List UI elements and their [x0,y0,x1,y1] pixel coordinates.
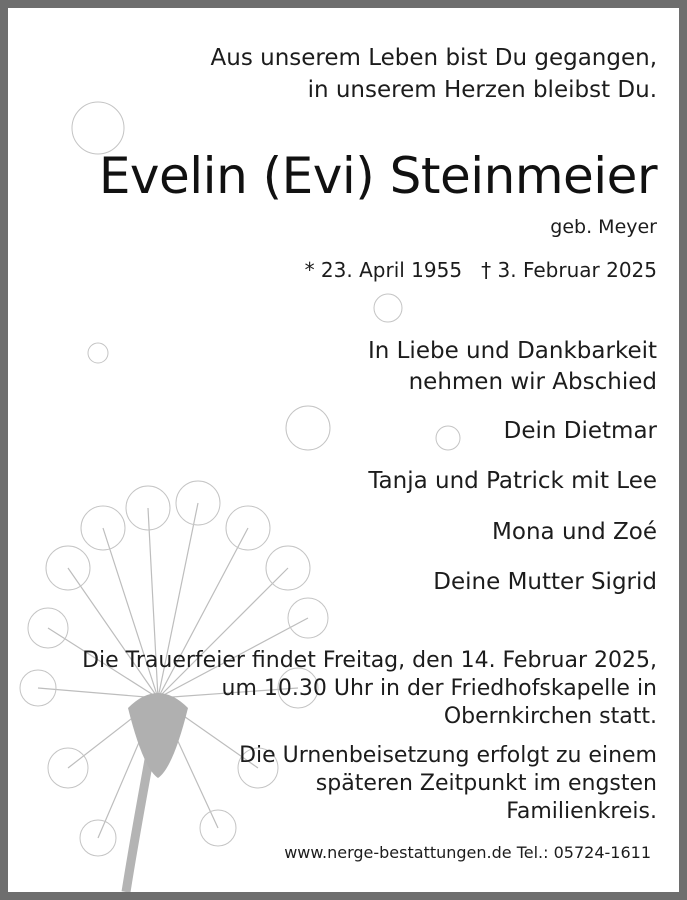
ceremony-line-1: Die Trauerfeier findet Freitag, den 14. Februar 2025, [82,648,657,673]
mourner: Deine Mutter Sigrid [433,569,657,595]
quote-line-2: in unserem Herzen bleibst Du. [307,77,657,103]
maiden-name: geb. Meyer [550,216,657,238]
burial-line-3: Familienkreis. [506,799,657,824]
obituary-text [8,8,679,892]
farewell-line-2: nehmen wir Abschied [408,369,657,395]
farewell-line-1: In Liebe und Dankbarkeit [367,338,657,364]
life-dates [305,257,657,283]
death-date: † 3. Februar 2025 [481,258,657,282]
deceased-name: Evelin (Evi) Steinmeier [98,147,657,205]
ceremony-line-3: Obernkirchen statt. [443,704,657,729]
mourner: Tanja und Patrick mit Lee [368,468,657,494]
burial-line-1: Die Urnenbeisetzung erfolgt zu einem [239,743,657,768]
mourner: Mona und Zoé [492,519,657,545]
ceremony-line-2: um 10.30 Uhr in der Friedhofskapelle in [221,676,657,701]
quote-line-1: Aus unserem Leben bist Du gegangen, [210,45,657,71]
birth-date: * 23. April 1955 [304,258,463,282]
funeral-home-contact: www.nerge-bestattungen.de Tel.: 05724-1611 [284,843,651,862]
mourner: Dein Dietmar [503,418,657,444]
burial-line-2: späteren Zeitpunkt im engsten [315,771,657,796]
